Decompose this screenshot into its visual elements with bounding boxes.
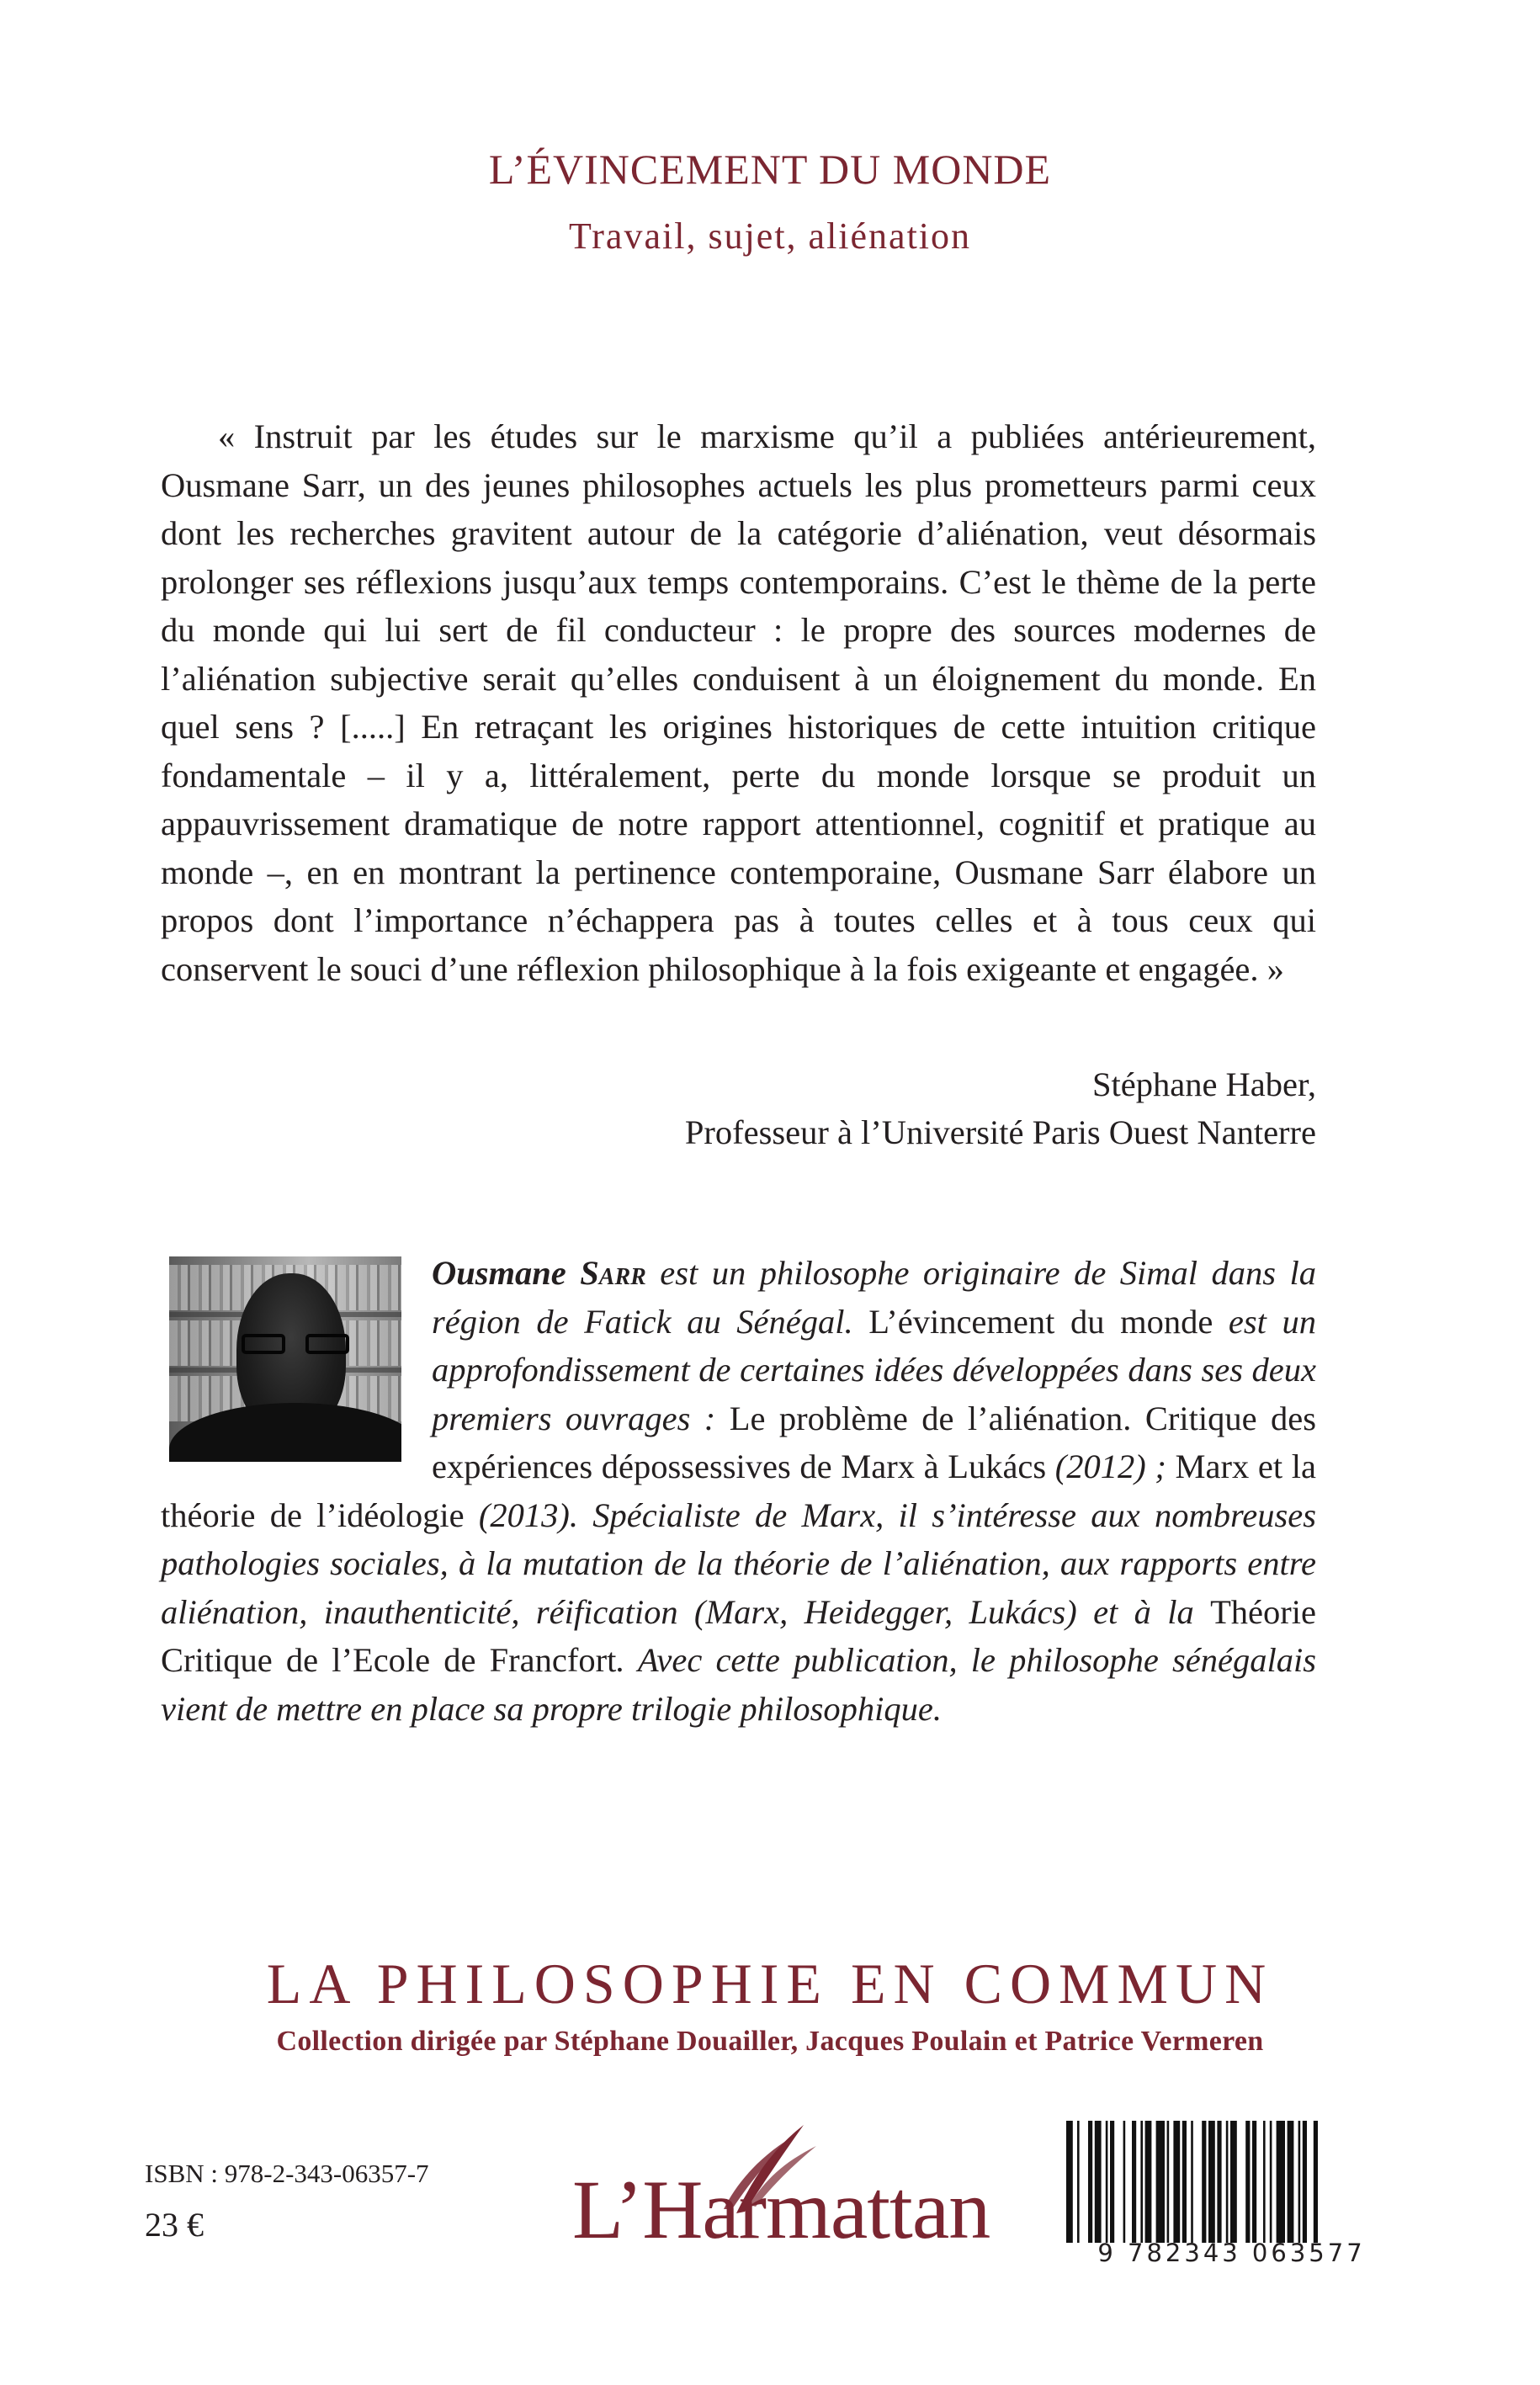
barcode-bar [1263,2121,1266,2243]
publisher-name: L’Harmattan [572,2163,990,2256]
author-first-name: Ousmane [432,1254,566,1292]
barcode-bar [1088,2121,1092,2243]
barcode-bar [1095,2121,1102,2243]
quote-text: « Instruit par les études sur le marxisme qu’il a publiées antérieurement, Ousmane Sarr, un des jeunes philosophes actuels les plus prometteurs parmi ceux dont les recherches gravitent autour de la catégorie d’aliénation, veut désormais prolonger ses réflexions jusqu’aux temps contemporains. C’est le thème de la perte du monde qui lui sert de fil conducteur : le propre des sources modernes de l’aliénation subjective serait qu’elles conduisent à un éloignement du monde. En quel sens ? [.....] En retraçant les origines historiques de cette intuition critique fondamentale – il y a, littéralement, perte du monde lorsque se produit un appauvrissement dramatique de notre rapport attentionnel, cognitif et pratique au monde –, en en montrant la pertinence contemporaine, Ousmane Sarr élabore un propos dont l’importance n’échappera pas à toutes celles et à tous ceux qui conservent le souci d’une réflexion philosophique à la fois exigeante et engagée. » [161,417,1316,988]
barcode-bar [1303,2121,1307,2243]
barcode-bar [1208,2121,1215,2243]
barcode-bar [1106,2121,1108,2243]
barcode-bar [1182,2121,1187,2243]
bio-book-1: Le problème de l’aliénation. Critique des expériences dépossessives de Marx à Lukács [432,1399,1316,1485]
barcode-bar [1132,2121,1136,2243]
barcode-bar [1066,2121,1073,2243]
barcode-bar [1288,2121,1294,2243]
publisher-logo [572,2121,990,2256]
bio-book-current: L’évincement du monde [868,1302,1213,1341]
bio-book-2: Marx et la théorie de l’idéologie [161,1447,1316,1534]
barcode-bar [1298,2121,1301,2243]
bio-book-3: Théorie Critique de l’Ecole de Francfort [161,1592,1316,1679]
barcode-bar [1270,2121,1272,2243]
bio-part-2: est un approfondissement de certaines idées développées dans ses deux premiers ouvrages : [432,1302,1316,1437]
barcode-bar [1191,2121,1193,2243]
bio-year-2: (2013). Spécialiste de Marx, il s’intéresse aux nombreuses pathologies sociales, à la mutation de la théorie de l’aliénation, aux rapports entre aliénation, inauthenticité, réification (Marx, Heidegger, Lukács) et à la [161,1495,1316,1631]
barcode-bars [1061,2121,1402,2243]
barcode [1061,2121,1402,2268]
barcode-bar [1173,2121,1180,2243]
author-last-name: Sarr [580,1254,646,1292]
barcode-bar [1277,2121,1285,2243]
barcode-bar [1140,2121,1143,2243]
price: 23 € [145,2206,204,2244]
bio-part-1: est un philosophe originaire de Simal dans la région de Fatick au Sénégal. [432,1254,1316,1341]
barcode-bar [1252,2121,1256,2243]
endorsement-quote [161,412,1316,993]
series-directors: Collection dirigée par Stéphane Douailler, Jacques Poulain et Patrice Vermeren [276,2026,1264,2057]
book-subtitle: Travail, sujet, aliénation [568,215,972,257]
barcode-bar [1314,2121,1318,2243]
barcode-bar [1077,2121,1080,2243]
barcode-digits: 9 782343 063577 [1097,2239,1366,2267]
barcode-bar [1217,2121,1221,2243]
author-biography [161,1249,1316,1733]
quote-author: Stéphane Haber, [1091,1065,1316,1103]
barcode-bar [1156,2121,1165,2243]
bio-part-3: . Avec cette publication, le philosophe sénégalais vient de mettre en place sa propre trilogie philosophique. [161,1641,1316,1728]
barcode-bar [1167,2121,1170,2243]
book-title: L’ÉVINCEMENT DU MONDE [488,146,1052,193]
quote-author-title: Professeur à l’Université Paris Ouest Nanterre [684,1113,1316,1151]
barcode-bar [1230,2121,1237,2243]
bio-year-1: (2012) ; [1046,1447,1176,1485]
barcode-bar [1226,2121,1229,2243]
barcode-bar [1123,2121,1126,2243]
isbn: ISBN : 978-2-343-06357-7 [145,2159,429,2188]
barcode-bar [1202,2121,1206,2243]
barcode-bar [1245,2121,1250,2243]
barcode-bar [1145,2121,1152,2243]
series-title: LA PHILOSOPHIE EN COMMUN [266,1952,1274,2016]
barcode-bar [1110,2121,1114,2243]
